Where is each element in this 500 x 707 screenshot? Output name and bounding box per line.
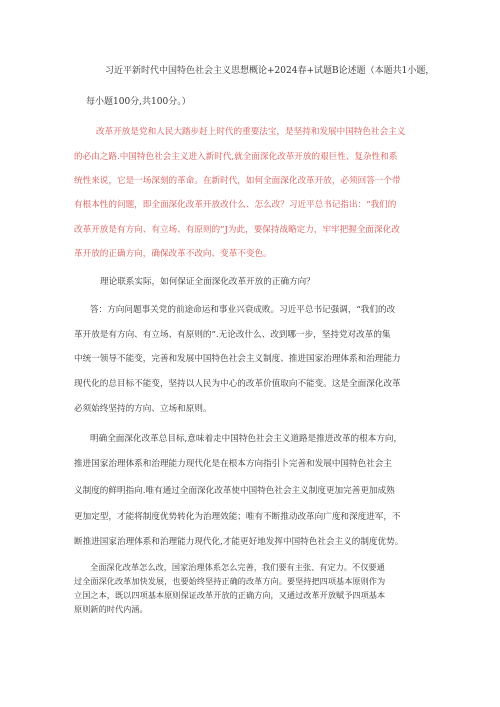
answer-p1-line-2: 革开放是有方向、有立场、有原则的”.无论改什么、改到哪一步，坚持党对改革的集 bbox=[74, 330, 391, 340]
answer-p3-line-2: 过全面深化改革加快发展，也要始终坚持正确的改革方向。要坚持把四项基本原则作为 bbox=[74, 576, 386, 586]
answer-p1-line-4: 现代化的总目标不能变，坚持以人民为中心的改革价值取向不能变。这是全面深化改革 bbox=[74, 379, 401, 389]
answer-p1-line-1: 答：方向问题事关党的前途命运和事业兴衰成败。习近平总书记强调，“我们的改 bbox=[90, 305, 396, 315]
answer-p1-line-5: 必须始终坚持的方向、立场和原则。 bbox=[74, 404, 212, 414]
answer-p2-line-5: 断推进国家治理体系和治理能力现代化,才能更好地发挥中国特色社会主义的制度优势。 bbox=[74, 537, 404, 547]
answer-p2-line-1: 明确全面深化改革总目标,意味着走中国特色社会主义道路是推进改革的根本方向， bbox=[90, 434, 403, 444]
question: 理论联系实际，如何保证全面深化改革开放的正确方向？ bbox=[100, 277, 315, 287]
answer-p2-line-2: 推进国家治理体系和治理能力现代化是在根本方向指引卜完善和发展中国特色社会主 bbox=[74, 459, 392, 469]
answer-p1-line-3: 中统一领导不能变，完善和发展中国特色社会主义制度、推进国家治理体系和治理能力 bbox=[74, 354, 401, 364]
intro-line-1: 改革开放是党和人民大踏步赶上时代的重要法宝，是坚持和发展中国特色社会主义 bbox=[96, 127, 406, 137]
answer-p3-line-1: 全面深化改革怎么改，国家治理体系怎么完善，我们要有主张、有定力。不仅要通 bbox=[90, 562, 385, 572]
intro-line-6: 革开放的正确方向，确保改革不改向、变革不变色。 bbox=[74, 249, 272, 259]
intro-line-4: 有根本性的问题，即全面深化改革开放改什么、怎么改？习近平总书记指出：“我们的 bbox=[74, 200, 397, 210]
answer-p3-line-3: 立国之本，既以四项基本原则保证改革开放的正确方向，又通过改革开放赋予四项基本 bbox=[74, 590, 386, 600]
answer-p2-line-4: 更加定型，才能将制度优势转化为治理效能；唯有不断推动改革向广度和深度进军，不 bbox=[74, 512, 401, 522]
answer-p3-line-4: 原则新的时代内涵。 bbox=[74, 604, 148, 614]
answer-p2-line-3: 义制度的鲜明指向.唯有通过全面深化改革使中国特色社会主义制度更加完善更加成熟 bbox=[74, 486, 395, 496]
intro-line-5: 改革开放是有方向、有立场、有原则的”J为此，要保持战略定力，牢牢把握全面深化改 bbox=[74, 225, 400, 235]
intro-line-2: 的必由之路.中国特色社会主义进入新时代,就全面深化改革开放的艰巨性、复杂性和系 bbox=[74, 152, 398, 162]
title-line-1: 习近平新时代中国特色社会主义思想概论+2024春+试题B论述题（本题共1小题， bbox=[105, 66, 435, 76]
intro-line-3: 统性来说，它是一场深刻的革命。在新时代，如何全面深化改革开放，必须回答一个带 bbox=[74, 176, 401, 186]
title-line-2: 每小题100分,共100分。） bbox=[86, 97, 191, 107]
